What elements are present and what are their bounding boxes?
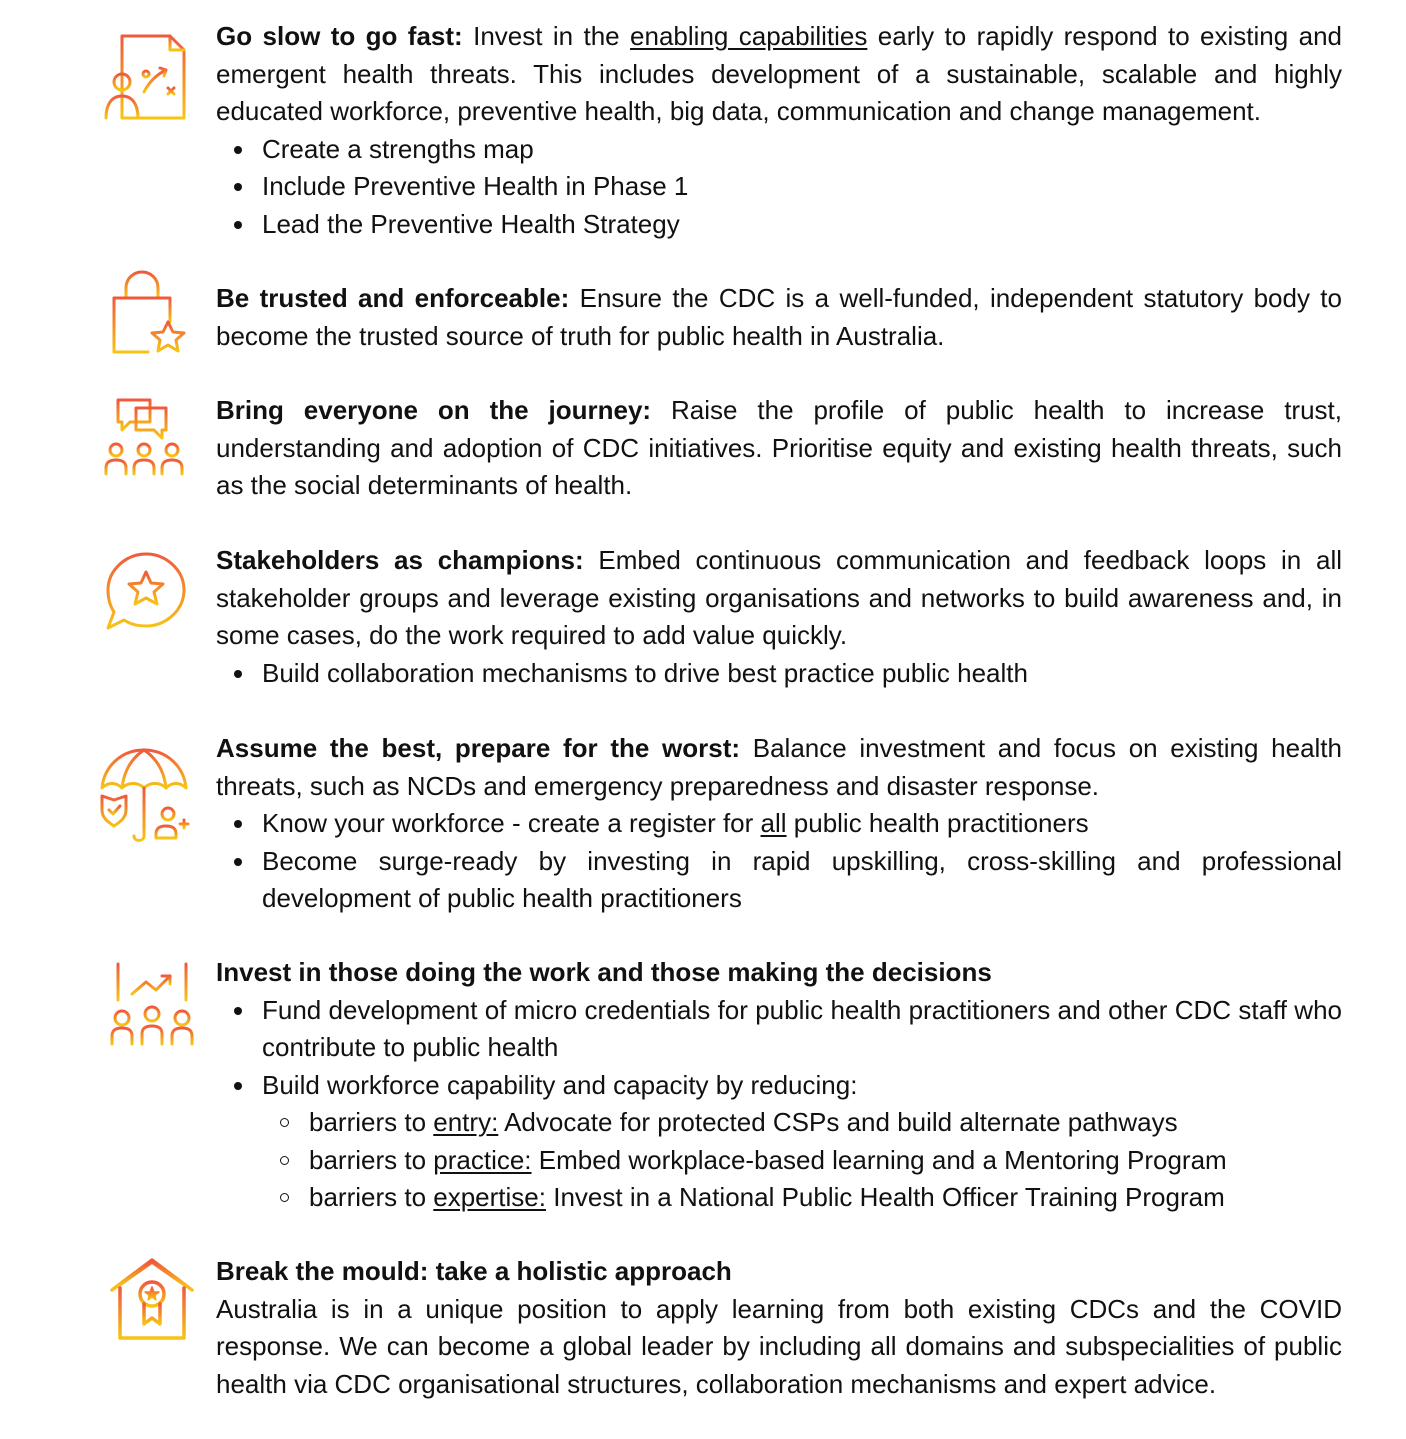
heading: Go slow to go fast: [216,21,463,51]
body-text: Invest in the [473,21,631,51]
heading: Invest in those doing the work and those making the decisions [216,957,992,987]
enabling-capabilities-link[interactable]: enabling capabilities [630,21,868,51]
umbrella-protection-icon [100,740,196,836]
list-item: Become surge-ready by investing in rapid upskilling, cross-skilling and professional development of public health practitioners [216,843,1342,918]
body-text: Balance investment and focus on existing health threats, such as NCDs and emergency preparedness and disaster response. [216,733,1342,801]
list-item: Create a strengths map [216,131,1342,169]
sub-list-item: barriers to entry: Advocate for protected CSPs and build alternate pathways [262,1104,1342,1142]
list-item: Build collaboration mechanisms to drive best practice public health [216,655,1342,693]
body-text: Ensure the CDC is a well-funded, independent statutory body to become the trusted source of truth for public health in Australia. [216,283,1342,351]
heading: Break the mould: take a holistic approach [216,1256,732,1286]
house-award-icon [106,1256,202,1352]
body-text: Embed continuous communication and feedback loops in all stakeholder groups and leverage existing organisations and networks to build awareness and, in some cases, do the work required to add value quickly. [216,545,1343,650]
list-item: Lead the Preventive Health Strategy [216,206,1342,244]
sub-list-item: barriers to expertise: Invest in a National Public Health Officer Training Program [262,1179,1342,1217]
strategy-plan-icon [100,30,196,126]
list-item: Include Preventive Health in Phase 1 [216,168,1342,206]
body-text: early to rapidly respond to existing and emergent health threats. This includes development of a sustainable, scalable and highly educated workforce, preventive health, big data, communication and change management. [216,21,1342,126]
heading: Assume the best, prepare for the worst: [216,733,741,763]
list-item: Fund development of micro credentials for public health practitioners and other CDC staff who contribute to public health [216,992,1342,1067]
star-speech-bubble-icon [100,548,196,644]
heading: Stakeholders as champions: [216,545,584,575]
heading: Bring everyone on the journey: [216,395,652,425]
body-text: Australia is in a unique position to apply learning from both existing CDCs and the COVID response. We can become a global leader by including all domains and subspecialities of public health via CDC organisational structures, collaboration mechanisms and expert advice. [216,1293,1342,1399]
community-chat-icon [100,394,196,490]
body-text: Raise the profile of public health to increase trust, understanding and adoption of CDC initiatives. Prioritise equity and existing health threats, such as the social determinants of health. [216,395,1342,500]
list-item: Build workforce capability and capacity by reducing: barriers to entry: Advocate for protected CSPs and build alternate pathways barriers to practice: Embed workplace-based learning and a Mentoring Program barriers to expertise: Invest in a National Public Health Officer Training Program [216,1067,1342,1217]
padlock-star-icon [100,268,196,364]
sub-list-item: barriers to practice: Embed workplace-based learning and a Mentoring Program [262,1142,1342,1180]
list-item: Know your workforce - create a register for all public health practitioners [216,805,1342,843]
heading: Be trusted and enforceable: [216,283,570,313]
team-growth-board-icon [108,962,204,1058]
